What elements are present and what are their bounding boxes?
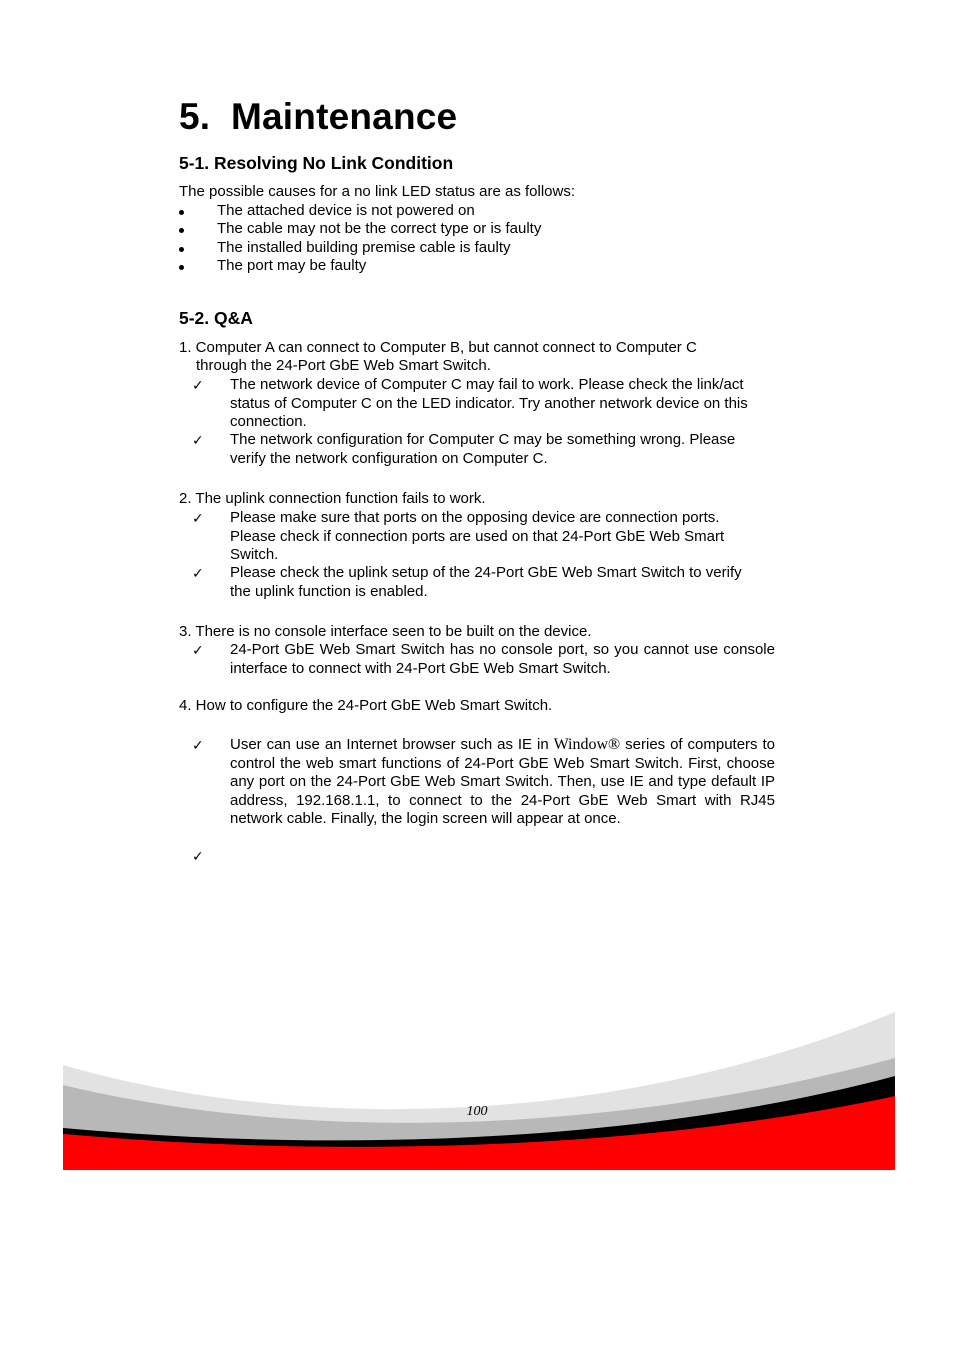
answer-4a: User can use an Internet browser such as IE in Window® series of computers to control the web smart functions of 24-Port GbE Web Smart Switch. First, choose any port on the 24-Port GbE Web Smart Switch. Then, use IE and type default IP address, 192.168.1.1, to connect to the 24-Port GbE Web Smart with RJ45 network cable. Finally, the login screen will appear at once. <box>230 736 775 827</box>
bullet-icon <box>179 247 184 252</box>
checkmark-icon: ✓ <box>192 737 204 753</box>
checkmark-icon: ✓ <box>192 510 204 526</box>
checkmark-icon: ✓ <box>192 565 204 581</box>
checkmark-icon: ✓ <box>192 848 204 864</box>
section-heading-qa: 5-2. Q&A <box>179 308 253 328</box>
question-1: 1. Computer A can connect to Computer B, but cannot connect to Computer C <box>179 339 697 356</box>
document-page: 5. Maintenance 5-1. Resolving No Link Condition The possible causes for a no link LED status are as follows: The attached device is not powered on The cable may not be the correct type or is faulty The installed building premise cable is faulty The port may be faulty 5-2. Q&A 1. Computer A can connect to Computer B, but cannot connect to Computer C through the 24-Port GbE Web Smart Switch. ✓ The network device of Computer C may fail to work. Please check the link/act status of Computer C on the LED indicator. Try another network device on this connection. ✓ The network configuration for Computer C may be something wrong. Please verify the network configuration on Computer C. 2. The uplink connection function fails to work. ✓ Please make sure that ports on the opposing device are connection ports. Please check if connection ports are used on that 24-Port GbE Web Smart Switch. ✓ Please check the uplink setup of the 24-Port GbE Web Smart Switch to verify the uplink function is enabled. 3. There is no console interface seen to be built on the device. ✓ 24-Port GbE Web Smart Switch has no console port, so you cannot use console interface to connect with 24-Port GbE Web Smart Switch. 4. How to configure the 24-Port GbE Web Smart Switch. ✓ User can use an Internet browser such as IE in Window® series of computers to control the web smart functions of 24-Port GbE Web Smart Switch. First, choose any port on the 24-Port GbE Web Smart Switch. Then, use IE and type default IP address, 192.168.1.1, to connect to the 24-Port GbE Web Smart with RJ45 network cable. Finally, the login screen will appear at once. ✓ 100 <box>0 0 954 1351</box>
page-title <box>179 96 457 138</box>
chapter-number: 5. <box>179 96 211 137</box>
answer-3a: 24-Port GbE Web Smart Switch has no console port, so you cannot use console interface to connect with 24-Port GbE Web Smart Switch. <box>230 641 775 677</box>
checkmark-icon: ✓ <box>192 432 204 448</box>
section-intro: The possible causes for a no link LED status are as follows: <box>179 183 576 200</box>
chapter-title: Maintenance <box>231 96 458 137</box>
bullet-icon <box>179 228 184 233</box>
bullet-icon <box>179 210 184 215</box>
question-2: 2. The uplink connection function fails to work. <box>179 490 486 507</box>
answer-1b: The network configuration for Computer C may be something wrong. Please verify the network configuration on Computer C. <box>230 431 736 467</box>
checkmark-icon: ✓ <box>192 377 204 393</box>
section-heading-resolving: 5-1. Resolving No Link Condition <box>179 153 454 173</box>
windows-trademark: Window® <box>553 736 621 753</box>
question-1-continued: through the 24-Port GbE Web Smart Switch. <box>196 357 491 374</box>
answer-2a: Please make sure that ports on the opposing device are connection ports. Please check if connection ports are used on that 24-Port GbE Web Smart Switch. <box>230 509 725 563</box>
bullet-icon <box>179 265 184 270</box>
checkmark-icon: ✓ <box>192 642 204 658</box>
footer-swoosh-graphic <box>63 1010 895 1170</box>
page-number: 100 <box>466 1104 488 1119</box>
answer-1a: The network device of Computer C may fail to work. Please check the link/act status of Computer C on the LED indicator. Try another network device on this connection. <box>230 376 748 430</box>
answer-2b: Please check the uplink setup of the 24-Port GbE Web Smart Switch to verify the uplink function is enabled. <box>230 564 742 600</box>
question-4: 4. How to configure the 24-Port GbE Web Smart Switch. <box>179 697 553 714</box>
question-3: 3. There is no console interface seen to be built on the device. <box>179 623 592 640</box>
